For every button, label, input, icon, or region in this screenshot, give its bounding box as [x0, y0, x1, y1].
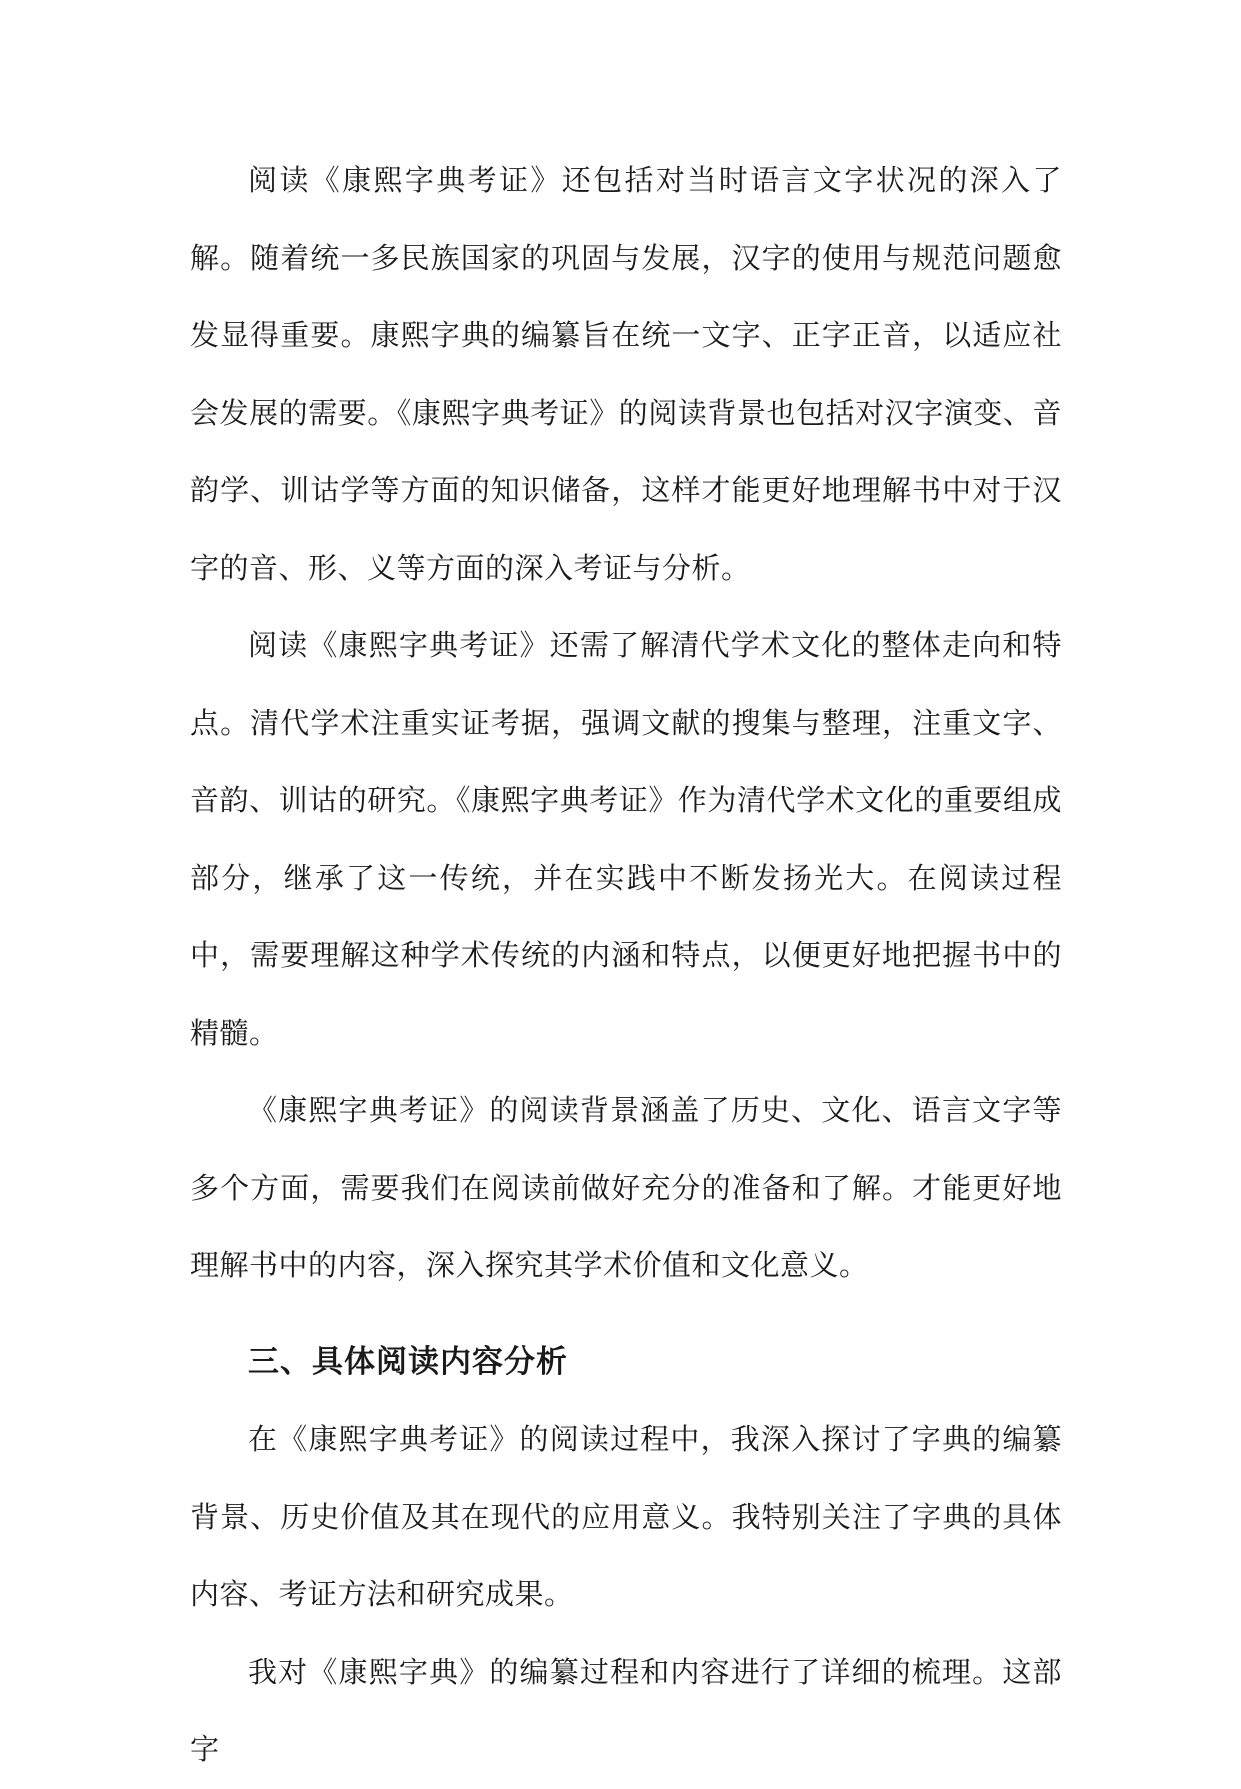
paragraph-qing-scholarship: 阅读《康熙字典考证》还需了解清代学术文化的整体走向和特点。清代学术注重实证考据，强调文献的搜集与整理，注重文字、音韵、训诂的研究。《康熙字典考证》作为清代学术文化的重要组成部分，继承了这一传统，并在实践中不断发扬光大。在阅读过程中，需要理解这种学术传统的内涵和特点，以便更好地把握书中的精髓。 [190, 628, 1062, 1050]
paragraph-language-status: 阅读《康熙字典考证》还包括对当时语言文字状况的深入了解。随着统一多民族国家的巩固与发展，汉字的使用与规范问题愈发显得重要。康熙字典的编纂旨在统一文字、正字正音，以适应社会发展的需要。《康熙字典考证》的阅读背景也包括对汉字演变、音韵学、训诂学等方面的知识储备，这样才能更好地理解书中对于汉字的音、形、义等方面的深入考证与分析。 [190, 163, 1062, 585]
section-heading: 三、具体阅读内容分析 [248, 1343, 568, 1380]
paragraph-reading-process: 在《康熙字典考证》的阅读过程中，我深入探讨了字典的编纂背景、历史价值及其在现代的应用意义。我特别关注了字典的具体内容、考证方法和研究成果。 [190, 1422, 1062, 1611]
paragraph-compilation-review: 我对《康熙字典》的编纂过程和内容进行了详细的梳理。这部字 [190, 1654, 1062, 1766]
paragraph-reading-background-summary: 《康熙字典考证》的阅读背景涵盖了历史、文化、语言文字等多个方面，需要我们在阅读前做好充分的准备和了解。才能更好地理解书中的内容，深入探究其学术价值和文化意义。 [190, 1093, 1062, 1282]
document-body [190, 142, 1062, 1789]
